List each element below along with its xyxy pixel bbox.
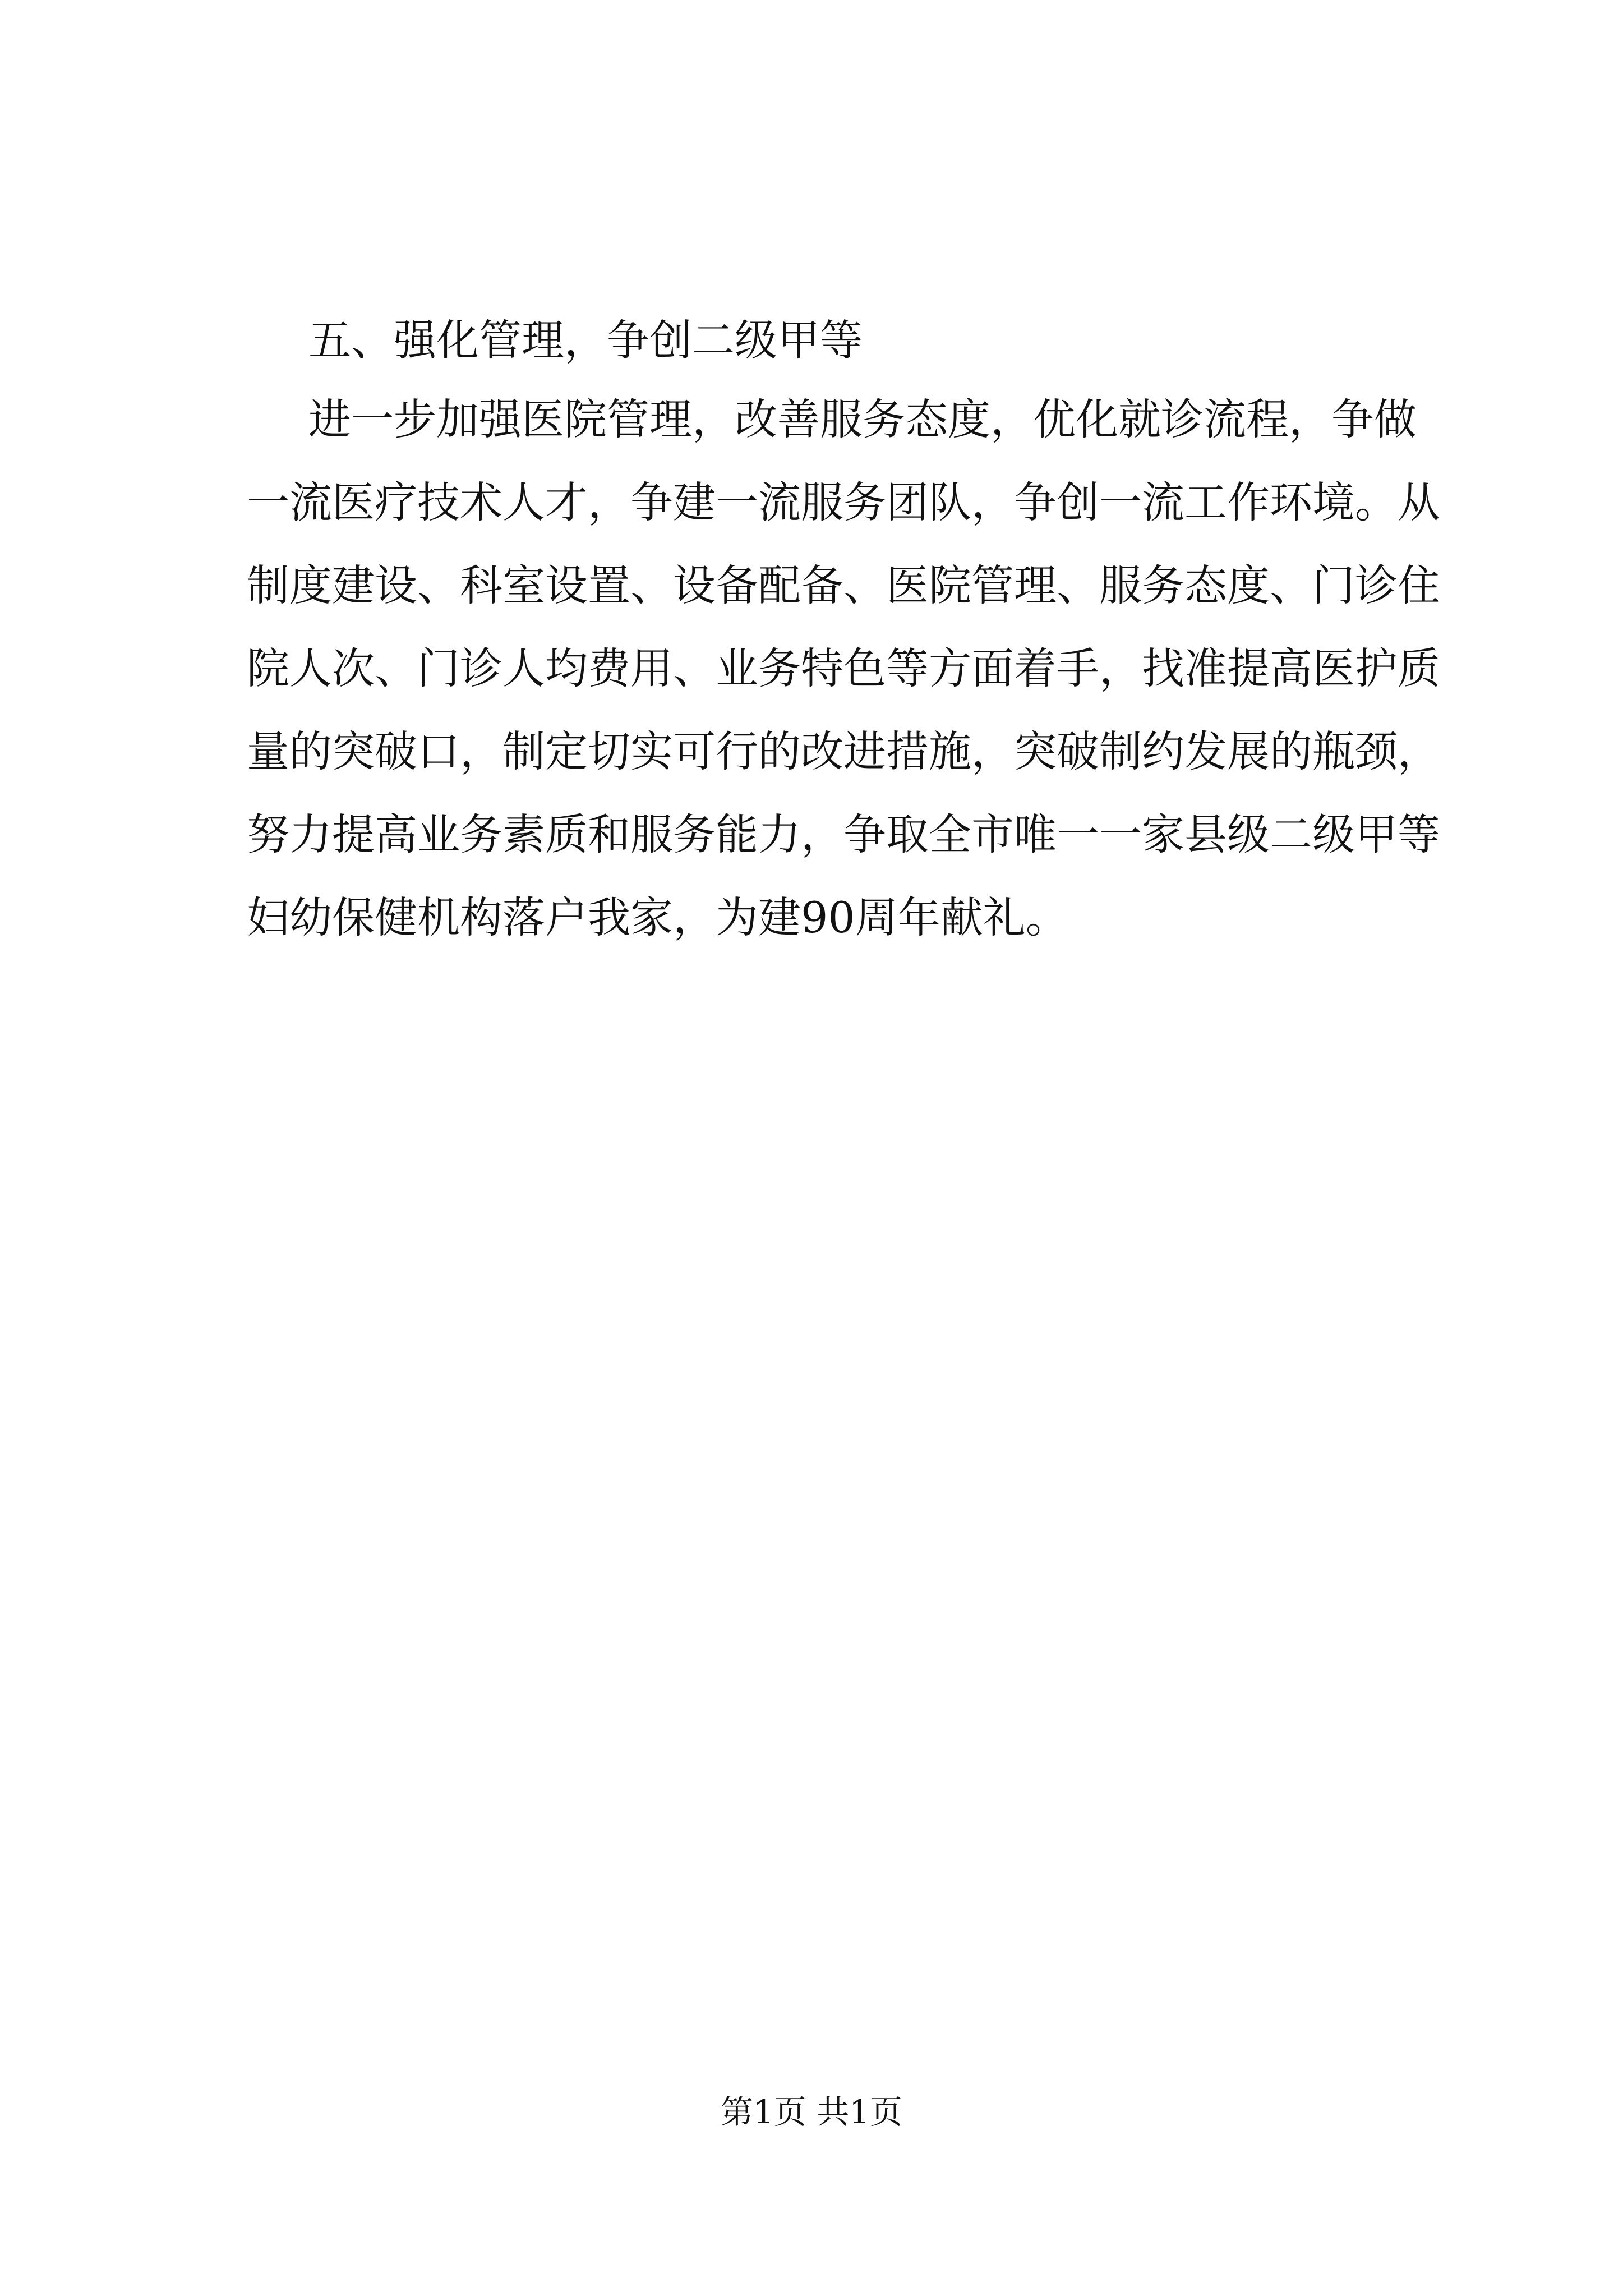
paragraph-line: 进一步加强医院管理，改善服务态度，优化就诊流程，争做 xyxy=(308,394,1417,444)
document-body xyxy=(247,303,1440,959)
section-heading: 五、强化管理，争创二级甲等 xyxy=(308,315,863,365)
paragraph-line: 妇幼保健机构落户我家，为建90周年献礼。 xyxy=(247,892,1068,942)
body-paragraph xyxy=(247,378,1440,959)
page-footer: 第1页 共1页 xyxy=(720,2093,903,2131)
paragraph-line: 制度建设、科室设置、设备配备、医院管理、服务态度、门诊住 xyxy=(247,560,1440,610)
paragraph-line: 量的突破口，制定切实可行的改进措施，突破制约发展的瓶颈， xyxy=(247,726,1440,776)
paragraph-line: 努力提高业务素质和服务能力，争取全市唯一一家县级二级甲等 xyxy=(247,809,1440,859)
paragraph-line: 一流医疗技术人才，争建一流服务团队，争创一流工作环境。从 xyxy=(247,477,1440,527)
paragraph-line: 院人次、门诊人均费用、业务特色等方面着手，找准提高医护质 xyxy=(247,643,1440,693)
